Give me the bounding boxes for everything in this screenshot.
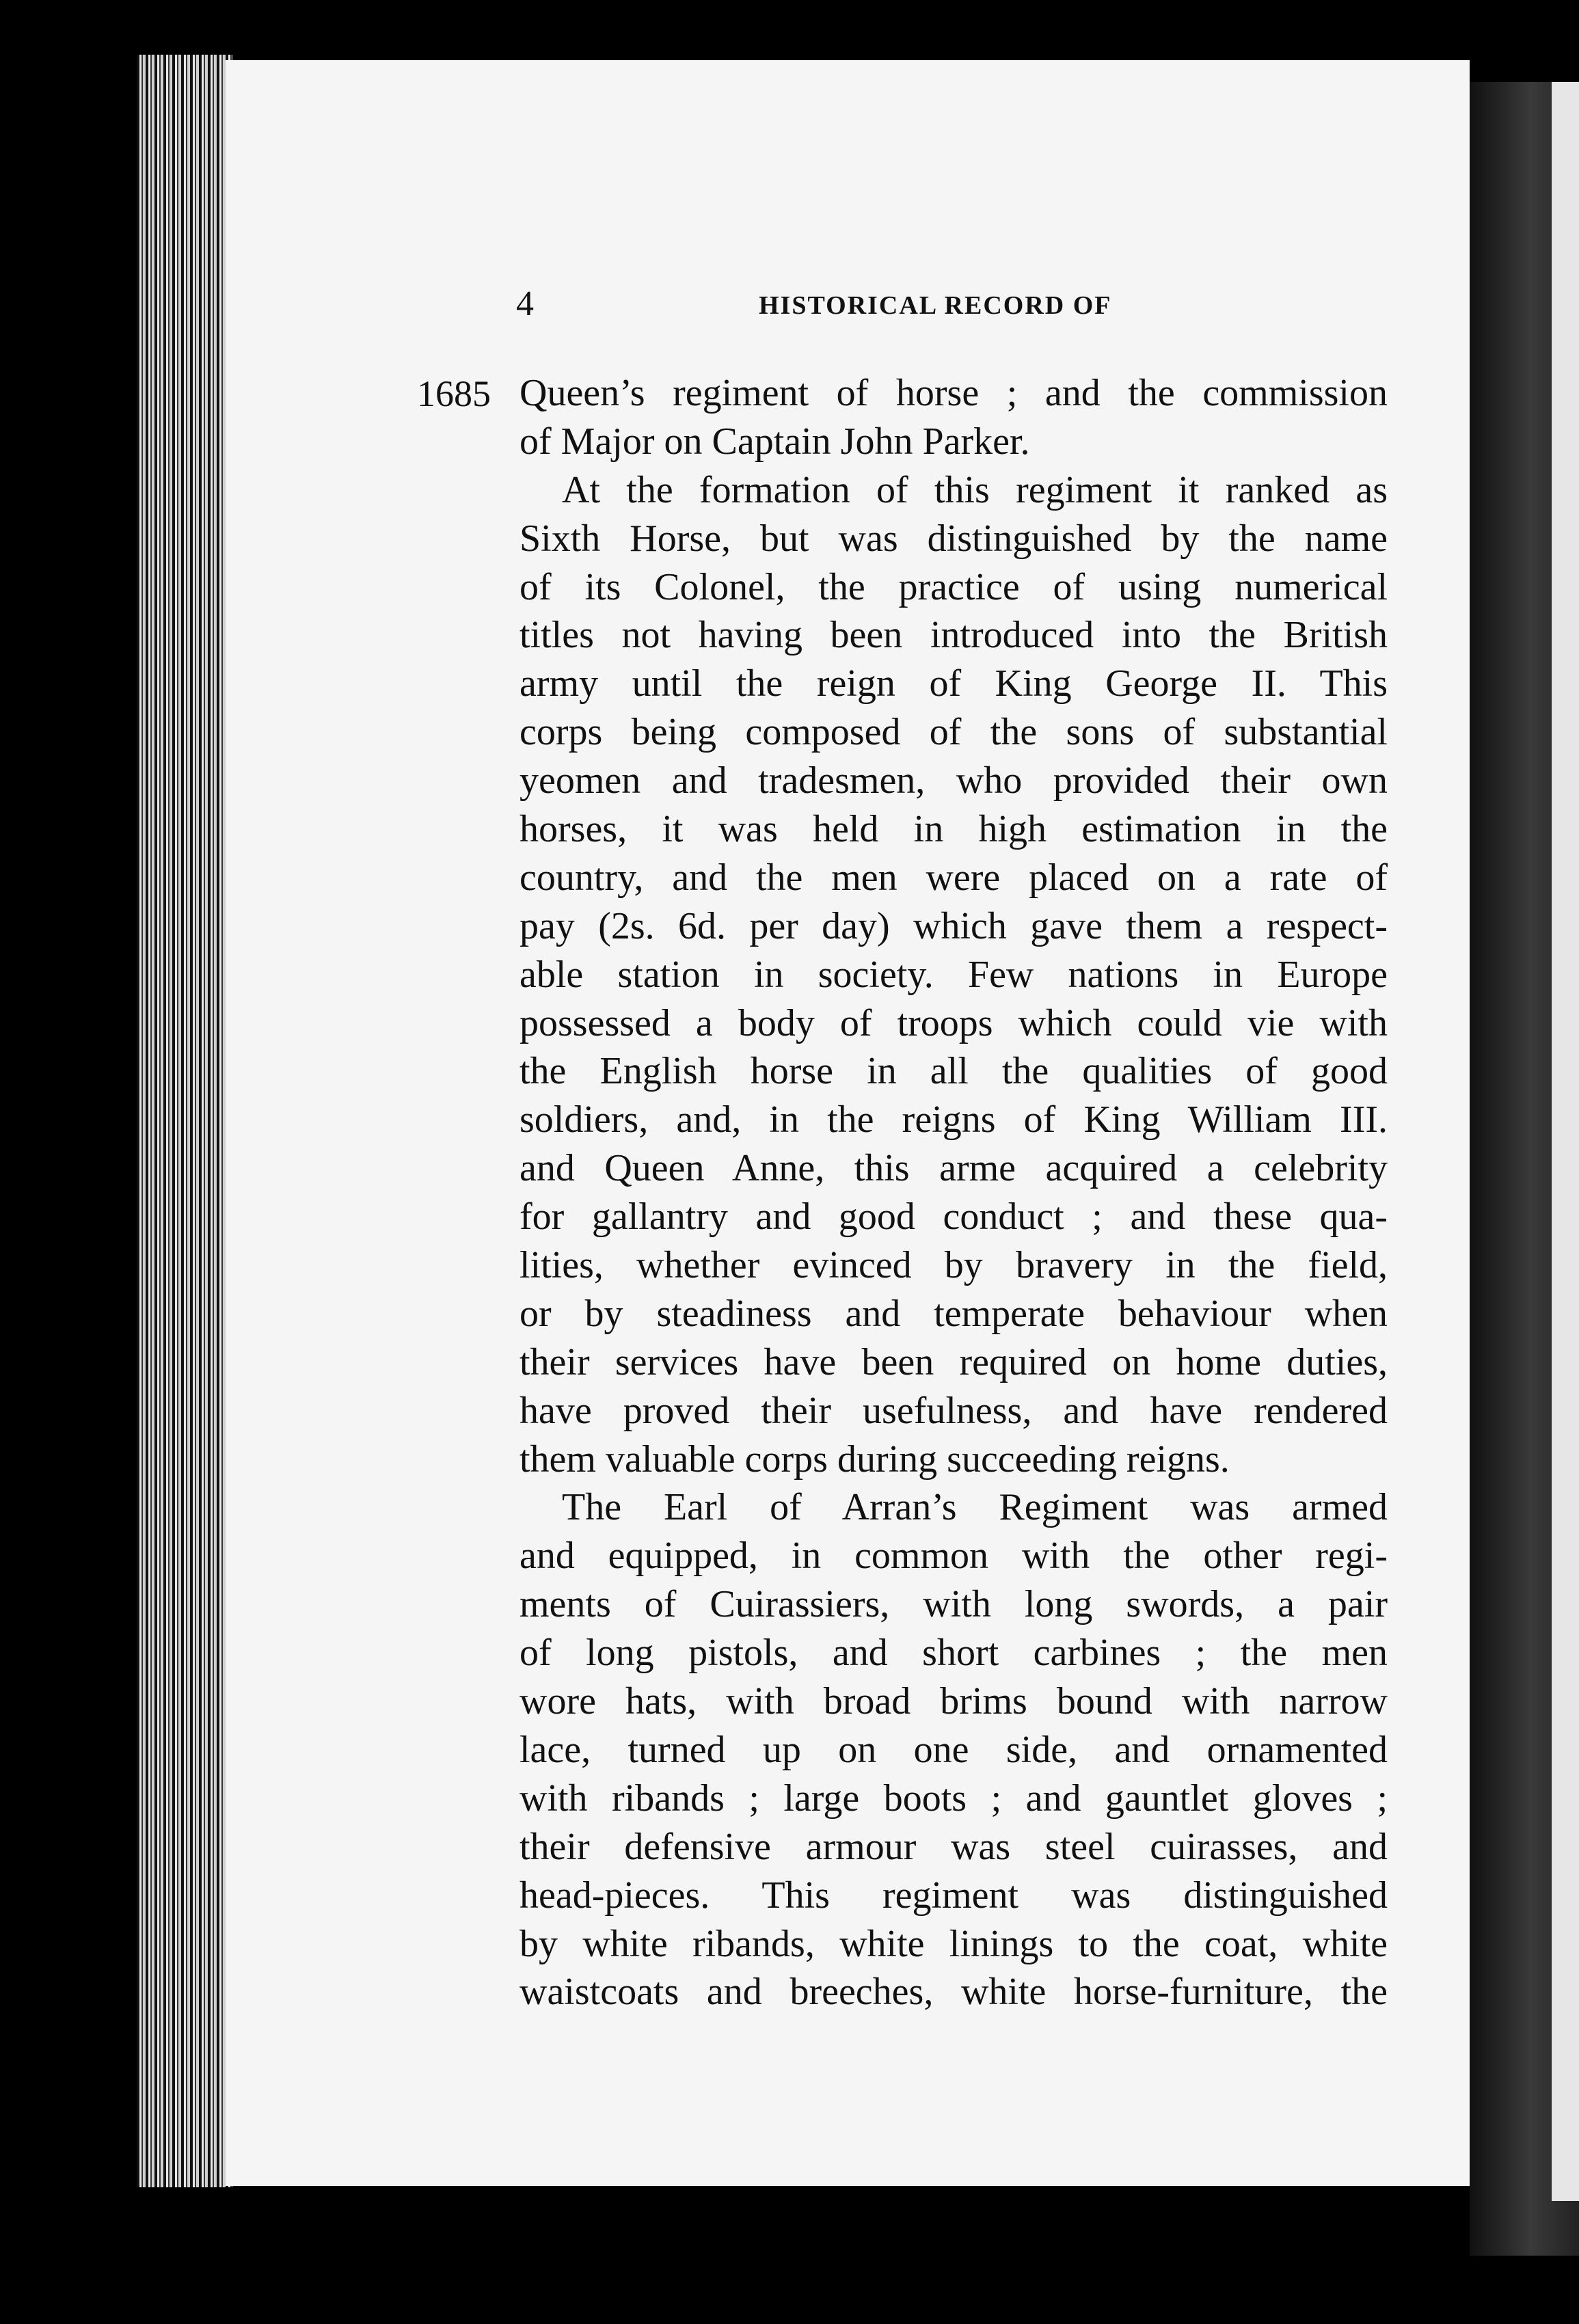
text-line: of long pistols, and short carbines ; the men [519, 1632, 1388, 1675]
text-line: them valuable corps during succeeding reigns. [519, 1437, 1230, 1481]
text-line: waistcoats and breeches, white horse-furniture, the [519, 1971, 1388, 2014]
text-line: lace, turned up on one side, and ornamented [519, 1728, 1388, 1771]
page-number: 4 [516, 284, 534, 323]
body-text [519, 369, 1388, 2016]
book-page-edges [137, 55, 232, 2187]
text-line: have proved their usefulness, and have rendered [519, 1389, 1388, 1432]
text-line: by white ribands, white linings to the coat, white [519, 1922, 1388, 1965]
text-line: their defensive armour was steel cuirasses, and [519, 1825, 1388, 1868]
text-line: of Major on Captain John Parker. [519, 420, 1030, 463]
text-line: able station in society. Few nations in Europe [519, 953, 1388, 996]
text-line: yeomen and tradesmen, who provided their own [519, 759, 1388, 802]
text-line: At the formation of this regiment it ranked as [562, 468, 1388, 511]
text-line: pay (2s. 6d. per day) which gave them a respect- [519, 904, 1388, 947]
text-line: soldiers, and, in the reigns of King William III. [519, 1098, 1388, 1141]
text-line: their services have been required on home duties, [519, 1340, 1388, 1383]
text-line: lities, whether evinced by bravery in the field, [519, 1244, 1388, 1287]
running-head: HISTORICAL RECORD OF [759, 291, 1112, 320]
text-line: titles not having been introduced into the British [519, 614, 1388, 657]
text-line: or by steadiness and temperate behaviour when [519, 1292, 1388, 1335]
facing-page-edge [1552, 82, 1579, 2201]
text-line: of its Colonel, the practice of using numerical [519, 565, 1388, 608]
text-line: with ribands ; large boots ; and gauntlet gloves ; [519, 1776, 1388, 1820]
text-line: the English horse in all the qualities of good [519, 1050, 1388, 1093]
text-line: ments of Cuirassiers, with long swords, a pair [519, 1583, 1388, 1626]
text-line: horses, it was held in high estimation in the [519, 808, 1388, 851]
text-line: The Earl of Arran’s Regiment was armed [562, 1486, 1388, 1529]
text-line: for gallantry and good conduct ; and these qua- [519, 1195, 1388, 1239]
text-line: possessed a body of troops which could vie with [519, 1001, 1388, 1044]
margin-year: 1685 [417, 373, 491, 414]
text-line: and Queen Anne, this arme acquired a celebrity [519, 1147, 1388, 1190]
text-line: wore hats, with broad brims bound with narrow [519, 1680, 1388, 1723]
text-line: Sixth Horse, but was distinguished by the name [519, 517, 1388, 560]
text-line: and equipped, in common with the other regi- [519, 1535, 1388, 1578]
text-line: Queen’s regiment of horse ; and the commission [519, 372, 1388, 414]
page-header [417, 284, 1394, 332]
text-line: army until the reign of King George II. This [519, 662, 1388, 705]
text-line: head-pieces. This regiment was distinguished [519, 1874, 1388, 1917]
text-line: corps being composed of the sons of substantial [519, 711, 1388, 754]
text-line: country, and the men were placed on a rate of [519, 856, 1388, 899]
